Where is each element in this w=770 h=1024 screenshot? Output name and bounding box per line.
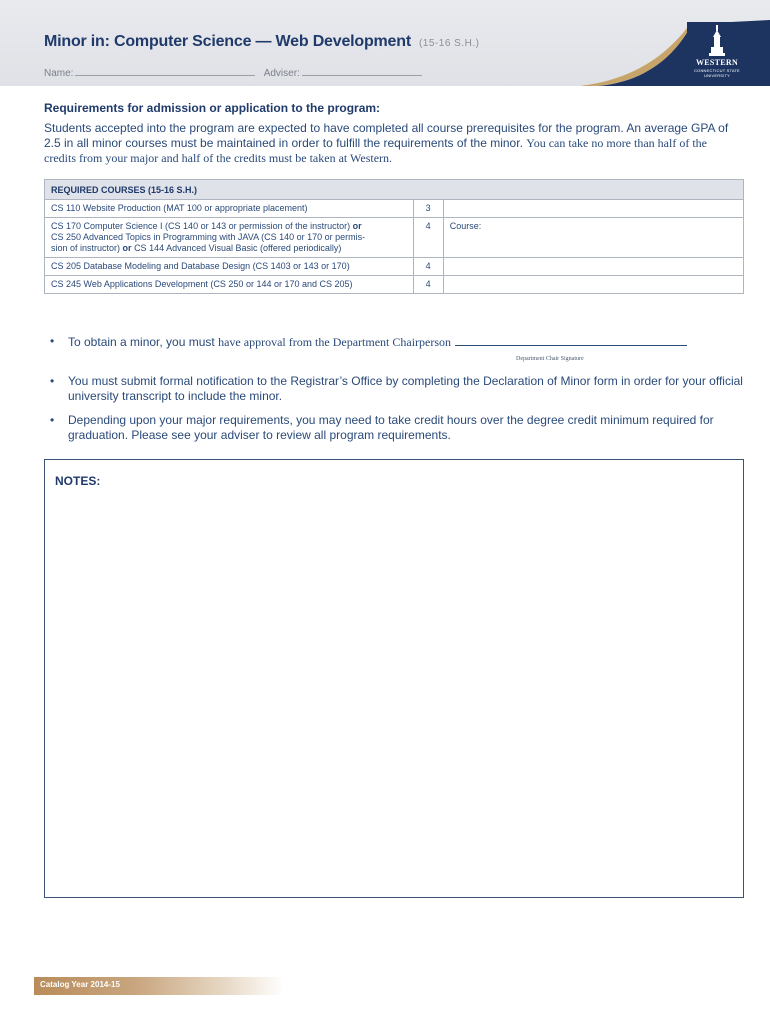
university-logo <box>687 22 747 86</box>
course-choice-field[interactable] <box>443 218 743 258</box>
or-keyword: or <box>122 243 132 253</box>
adviser-label: Adviser: <box>263 68 300 79</box>
adviser-field[interactable] <box>302 66 422 76</box>
bullet-text: You must submit formal notification to the Registrar’s Office by completing the Declaration of Minor form in order for your official university transcript to include the minor. <box>68 374 743 403</box>
logo-subtitle: CONNECTICUT STATE UNIVERSITY <box>694 68 740 78</box>
bullet-icon: • <box>50 374 55 388</box>
table-row <box>45 218 744 258</box>
course-name: CS 110 Website Production (MAT 100 or appropriate placement) <box>45 200 414 218</box>
course-credits: 4 <box>413 258 443 276</box>
table-row <box>45 200 744 218</box>
required-courses-table <box>44 179 744 294</box>
chair-signature-field[interactable] <box>455 334 687 346</box>
bullet-approval <box>44 334 687 350</box>
course-name: CS 245 Web Applications Development (CS 250 or 144 or 170 and CS 205) <box>45 276 414 294</box>
course-line: CS 170 Computer Science I (CS 140 or 143 or permission of the instructor) <box>51 221 351 231</box>
bullet-text: Depending upon your major requirements, you may need to take credit hours over the degree credit minimum required for graduation. Please see your adviser to review all program requirements. <box>68 413 714 442</box>
course-blank-cell <box>443 258 743 276</box>
signature-caption: Department Chair Signature <box>516 356 584 362</box>
bullet-registrar <box>44 374 758 404</box>
catalog-year: Catalog Year 2014-15 <box>40 980 120 989</box>
requirements-body <box>44 121 734 166</box>
name-label: Name: <box>44 68 74 79</box>
bullet-text: To obtain a minor, you must <box>68 335 215 349</box>
course-credits: 3 <box>413 200 443 218</box>
course-line: CS 144 Advanced Visual Basic (offered periodically) <box>134 243 342 253</box>
course-name: CS 205 Database Modeling and Database Design (CS 1403 or 143 or 170) <box>45 258 414 276</box>
bullet-text-serif: have approval from the Department Chairperson <box>218 335 452 349</box>
title-credits: (15-16 S.H.) <box>418 38 480 49</box>
notes-box[interactable] <box>44 459 744 898</box>
table-header: REQUIRED COURSES (15-16 S.H.) <box>45 180 744 200</box>
tower-icon <box>707 25 727 57</box>
or-keyword: or <box>352 221 362 231</box>
course-blank-cell <box>443 200 743 218</box>
requirements-heading: Requirements for admission or application to the program: <box>44 101 381 115</box>
catalog-footer <box>34 977 284 995</box>
course-blank-cell <box>443 276 743 294</box>
table-row <box>45 258 744 276</box>
name-field[interactable] <box>75 66 255 76</box>
table-row <box>45 276 744 294</box>
name-adviser-row <box>44 66 428 79</box>
bullet-icon: • <box>50 334 55 348</box>
notes-label: NOTES: <box>55 474 101 488</box>
title-text: Minor in: Computer Science — Web Development <box>44 33 411 50</box>
course-credits: 4 <box>413 218 443 258</box>
requirements-text-serif: You can take no more than half of the credits from your major and half of the credits must be taken at Western. <box>44 136 707 165</box>
course-line: sion of instructor) <box>51 243 121 253</box>
bullet-icon: • <box>50 413 55 427</box>
course-line: CS 250 Advanced Topics in Programming with JAVA (CS 140 or 170 or permis- <box>51 232 366 242</box>
course-credits: 4 <box>413 276 443 294</box>
course-name <box>45 218 414 258</box>
course-label: Course: <box>449 221 482 231</box>
page-title <box>44 33 479 51</box>
logo-wordmark: WESTERN <box>695 58 739 67</box>
bullet-credit-hours <box>44 413 758 443</box>
requirements-text: Students accepted into the program are expected to have completed all course prerequisites for the program. An average GPA of 2.5 in all minor courses must be maintained in order to fulfill the requirements of the minor. <box>44 121 729 150</box>
